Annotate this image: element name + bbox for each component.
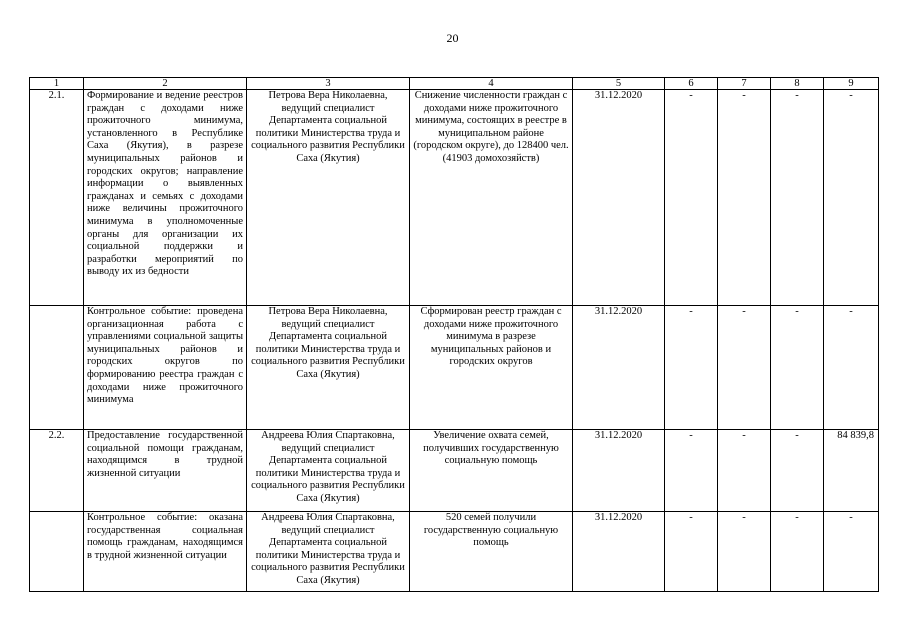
responsible-person: Петрова Вера Николаевна, ведущий специалист Департамента социальной политики Министерства труда и социального развития Республики Саха (Якутия) [247, 90, 410, 306]
value-col-7: - [718, 306, 771, 430]
measure-name: Предоставление государственной социальной помощи гражданам, находящимся в трудной жизненной ситуации [84, 430, 247, 512]
value-col-6: - [665, 430, 718, 512]
due-date: 31.12.2020 [573, 90, 665, 306]
header-col-5: 5 [573, 78, 665, 90]
value-col-6: - [665, 306, 718, 430]
value-col-7: - [718, 430, 771, 512]
value-col-8: - [771, 430, 824, 512]
due-date: 31.12.2020 [573, 512, 665, 592]
control-event: Контрольное событие: проведена организационная работа с управлениями социальной защиты муниципальных районов и городских округов по формированию реестра граждан с доходами ниже прожиточного минимума [84, 306, 247, 430]
value-col-8: - [771, 306, 824, 430]
header-col-9: 9 [824, 78, 879, 90]
row-number [30, 512, 84, 592]
responsible-person: Андреева Юлия Спартаковна, ведущий специалист Департамента социальной политики Министерства труда и социального развития Республики Саха (Якутия) [247, 512, 410, 592]
value-col-8: - [771, 512, 824, 592]
plan-table [29, 77, 879, 592]
due-date: 31.12.2020 [573, 306, 665, 430]
expected-result: Увеличение охвата семей, получивших государственную социальную помощь [410, 430, 573, 512]
header-col-8: 8 [771, 78, 824, 90]
value-col-7: - [718, 512, 771, 592]
value-col-9: - [824, 306, 879, 430]
expected-result: Снижение численности граждан с доходами ниже прожиточного минимума, состоящих в реестре в муниципальном районе (городском округе), до 128400 чел. (41903 домохозяйств) [410, 90, 573, 306]
row-number [30, 306, 84, 430]
expected-result: 520 семей получили государственную социальную помощь [410, 512, 573, 592]
responsible-person: Петрова Вера Николаевна, ведущий специалист Департамента социальной политики Министерства труда и социального развития Республики Саха (Якутия) [247, 306, 410, 430]
value-col-9: - [824, 512, 879, 592]
header-col-6: 6 [665, 78, 718, 90]
header-col-3: 3 [247, 78, 410, 90]
header-col-2: 2 [84, 78, 247, 90]
table-header-row [30, 78, 879, 90]
table-row [30, 306, 879, 430]
value-col-9: 84 839,8 [824, 430, 879, 512]
value-col-8: - [771, 90, 824, 306]
row-number: 2.2. [30, 430, 84, 512]
measure-name: Формирование и ведение реестров граждан с доходами ниже прожиточного минимума, установленного в Республике Саха (Якутия), в разрезе муниципальных районов и городских округов; направление информации о выявленных гражданах и семьях с доходами ниже величины прожиточного минимума в уполномоченные органы для организации их социальной поддержки и разработки мероприятий по выводу их из бедности [84, 90, 247, 306]
table-row [30, 90, 879, 306]
value-col-9: - [824, 90, 879, 306]
value-col-6: - [665, 90, 718, 306]
control-event: Контрольное событие: оказана государственная социальная помощь гражданам, находящимся в трудной жизненной ситуации [84, 512, 247, 592]
responsible-person: Андреева Юлия Спартаковна, ведущий специалист Департамента социальной политики Министерства труда и социального развития Республики Саха (Якутия) [247, 430, 410, 512]
header-col-7: 7 [718, 78, 771, 90]
due-date: 31.12.2020 [573, 430, 665, 512]
row-number: 2.1. [30, 90, 84, 306]
table-row [30, 512, 879, 592]
header-col-1: 1 [30, 78, 84, 90]
page-number: 20 [446, 31, 459, 45]
header-col-4: 4 [410, 78, 573, 90]
value-col-7: - [718, 90, 771, 306]
table-row [30, 430, 879, 512]
value-col-6: - [665, 512, 718, 592]
expected-result: Сформирован реестр граждан с доходами ниже прожиточного минимума в разрезе муниципальных районов и городских округов [410, 306, 573, 430]
